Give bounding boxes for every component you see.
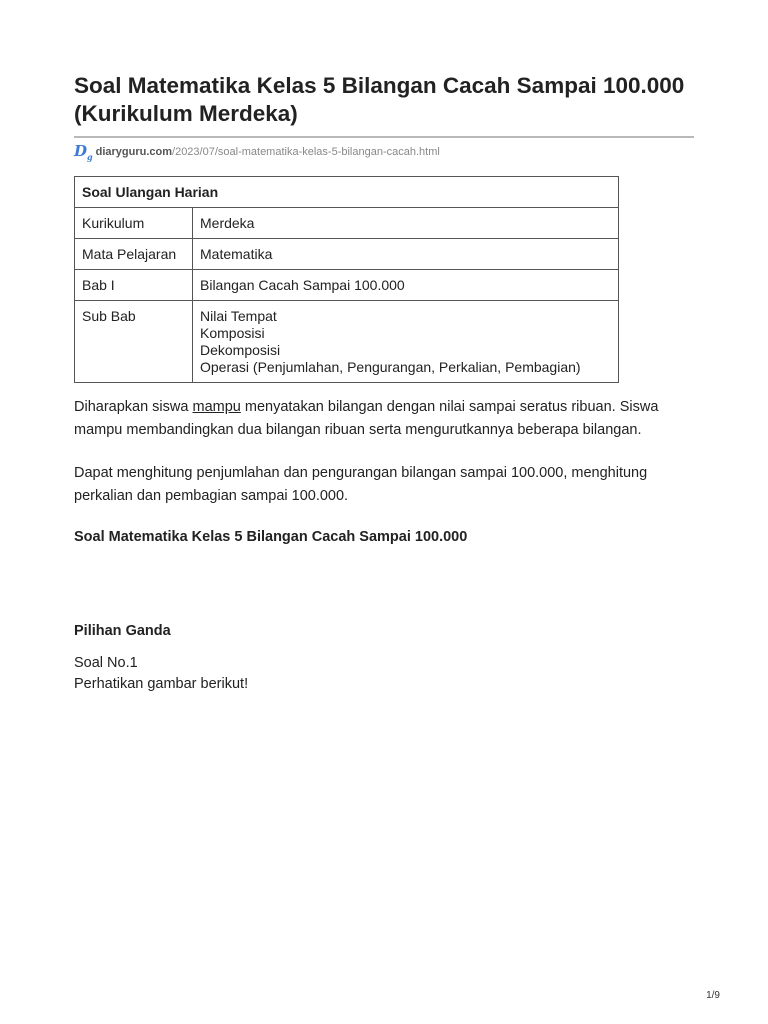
objective-paragraph: Dapat menghitung penjumlahan dan pengurangan bilangan sampai 100.000, menghitung perkalian dan pembagian sampai 100.000.	[74, 465, 648, 504]
question-number: Soal No.1	[74, 655, 138, 671]
table-row	[75, 239, 619, 270]
question-block	[74, 653, 694, 695]
source-line	[74, 144, 694, 160]
sub-bab-item: Dekomposisi	[200, 342, 281, 358]
section-heading: Soal Matematika Kelas 5 Bilangan Cacah Sampai 100.000	[74, 529, 468, 545]
sub-bab-item: Komposisi	[200, 325, 265, 341]
table-row	[75, 301, 619, 383]
table-header-row	[75, 177, 619, 208]
table-row	[75, 208, 619, 239]
sub-bab-item: Nilai Tempat	[200, 308, 277, 324]
title-divider	[74, 136, 694, 138]
intro-paragraph: Diharapkan siswa mampu menyatakan bilangan dengan nilai sampai seratus ribuan. Siswa mampu membandingkan dua bilangan ribuan serta mengurutkannya beberapa bilangan.	[74, 399, 659, 438]
row-label: Kurikulum	[75, 208, 193, 239]
subsection-heading: Pilihan Ganda	[74, 623, 171, 639]
mampu-link[interactable]: mampu	[192, 399, 241, 415]
info-table	[74, 176, 619, 383]
row-value: Bilangan Cacah Sampai 100.000	[193, 270, 619, 301]
table-row	[75, 270, 619, 301]
table-header: Soal Ulangan Harian	[75, 177, 619, 208]
source-domain[interactable]: diaryguru.com	[95, 146, 173, 158]
row-value: Matematika	[193, 239, 619, 270]
row-label: Sub Bab	[75, 301, 193, 383]
diaryguru-logo-icon: $D_g$	[74, 142, 93, 162]
document-page	[74, 0, 694, 695]
row-label: Bab I	[75, 270, 193, 301]
page-title: Soal Matematika Kelas 5 Bilangan Cacah Sampai 100.000 (Kurikulum Merdeka)	[74, 73, 685, 126]
row-value-list	[193, 301, 619, 383]
page-number: 1/9	[706, 990, 720, 1001]
question-text: Perhatikan gambar berikut!	[74, 676, 249, 692]
sub-bab-item: Operasi (Penjumlahan, Pengurangan, Perkalian, Pembagian)	[200, 359, 581, 375]
source-path[interactable]: /2023/07/soal-matematika-kelas-5-bilangan-cacah.html	[172, 146, 440, 158]
row-value: Merdeka	[193, 208, 619, 239]
row-label: Mata Pelajaran	[75, 239, 193, 270]
